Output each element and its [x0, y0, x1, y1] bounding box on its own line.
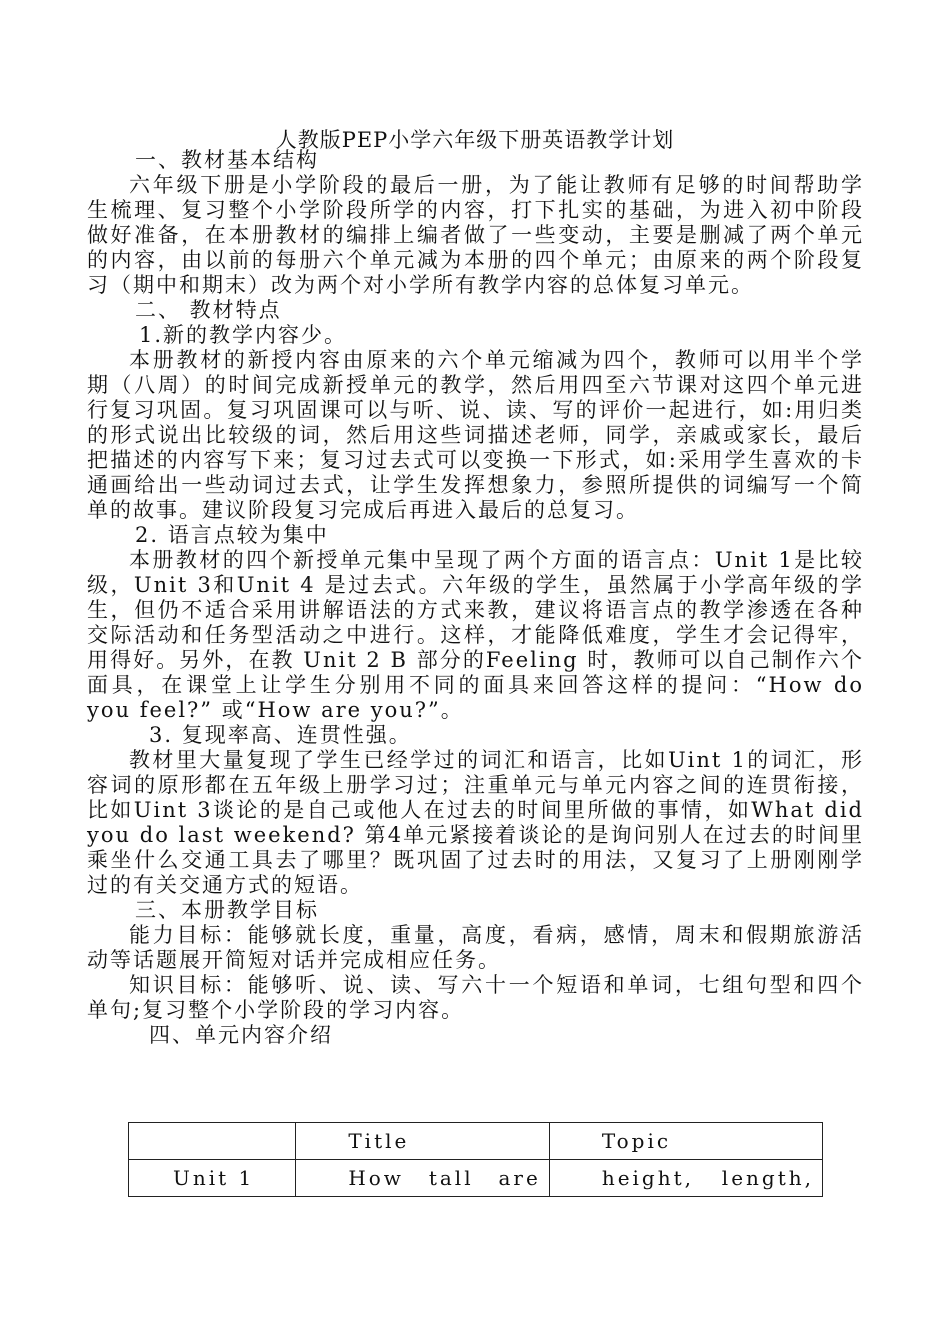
table-header-cell	[129, 1123, 296, 1160]
point1-text: 本册教材的新授内容由原来的六个单元缩减为四个，教师可以用半个学期（八周）的时间完成新授单元的教学，然后用四至六节课对这四个单元进行复习巩固。复习巩固课可以与听、说、读、写的评价一起进行，如:用归类的形式说出比较级的词，然后用这些词描述老师，同学，亲戚或家长，最后把描述的内容写下来；复习过去式可以变换一下形式，如:采用学生喜欢的卡通画给出一些动词过去式，让学生发挥想象力，参照所提供的词编写一个简单的故事。建议阶段复习完成后再进入最后的总复习。	[87, 348, 864, 522]
table-cell: How tall are	[296, 1160, 549, 1197]
unit-table	[128, 1122, 823, 1197]
section1-text: 六年级下册是小学阶段的最后一册，为了能让教师有足够的时间帮助学生梳理、复习整个小学阶段所学的内容，打下扎实的基础，为进入初中阶段做好准备，在本册教材的编排上编者做了一些变动，主要是删减了两个单元的内容，由以前的每册六个单元减为本册的四个单元；由原来的两个阶段复习（期中和期末）改为两个对小学所有教学内容的总体复习单元。	[87, 173, 864, 297]
point1-heading: 1.新的教学内容少。	[139, 323, 348, 347]
document-title: 人教版PEP小学六年级下册英语教学计划	[275, 128, 675, 152]
table-header-cell: Topic	[549, 1123, 822, 1160]
document-body	[87, 148, 864, 1048]
table-header-row	[129, 1123, 823, 1160]
section2-heading: 二、 教材特点	[135, 298, 282, 322]
point2-text: 本册教材的四个新授单元集中呈现了两个方面的语言点：Unit 1是比较级，Unit 3和Unit 4 是过去式。六年级的学生，虽然属于小学高年级的学生，但仍不适合采用讲解语法的方式来教，建议将语言点的教学渗透在各种交际活动和任务型活动之中进行。这样，才能降低难度，学生才会记得牢，用得好。另外，在教 Unit 2 B 部分的Feeling 时，教师可以自己制作六个面具，在课堂上让学生分别用不同的面具来回答这样的提问：“How do you feel?” 或“How are you?”。	[87, 548, 864, 722]
ability-goal: 能力目标：能够就长度，重量，高度，看病，感情，周末和假期旅游活动等话题展开简短对话并完成相应任务。	[87, 923, 864, 972]
table-cell: height, length,	[549, 1160, 822, 1197]
section3-heading: 三、本册教学目标	[135, 898, 319, 922]
point2-heading: 2. 语言点较为集中	[135, 523, 329, 547]
section4-heading: 四、单元内容介绍	[149, 1023, 333, 1047]
point3-text: 教材里大量复现了学生已经学过的词汇和语言，比如Uint 1的词汇，形容词的原形都在五年级上册学习过；注重单元与单元内容之间的连贯衔接，比如Uint 3谈论的是自己或他人在过去的时间里所做的事情，如What did you do last weekend? 第4单元紧接着谈论的是询问别人在过去的时间里乘坐什么交通工具去了哪里？既巩固了过去时的用法，又复习了上册刚刚学过的有关交通方式的短语。	[87, 748, 864, 897]
section1-heading: 一、教材基本结构	[135, 148, 319, 172]
table-header-cell: Title	[296, 1123, 549, 1160]
table-cell: Unit 1	[129, 1160, 296, 1197]
knowledge-goal: 知识目标：能够听、说、读、写六十一个短语和单词，七组句型和四个单句;复习整个小学阶段的学习内容。	[87, 973, 864, 1022]
table-row	[129, 1160, 823, 1197]
point3-heading: 3. 复现率高、连贯性强。	[149, 723, 412, 747]
